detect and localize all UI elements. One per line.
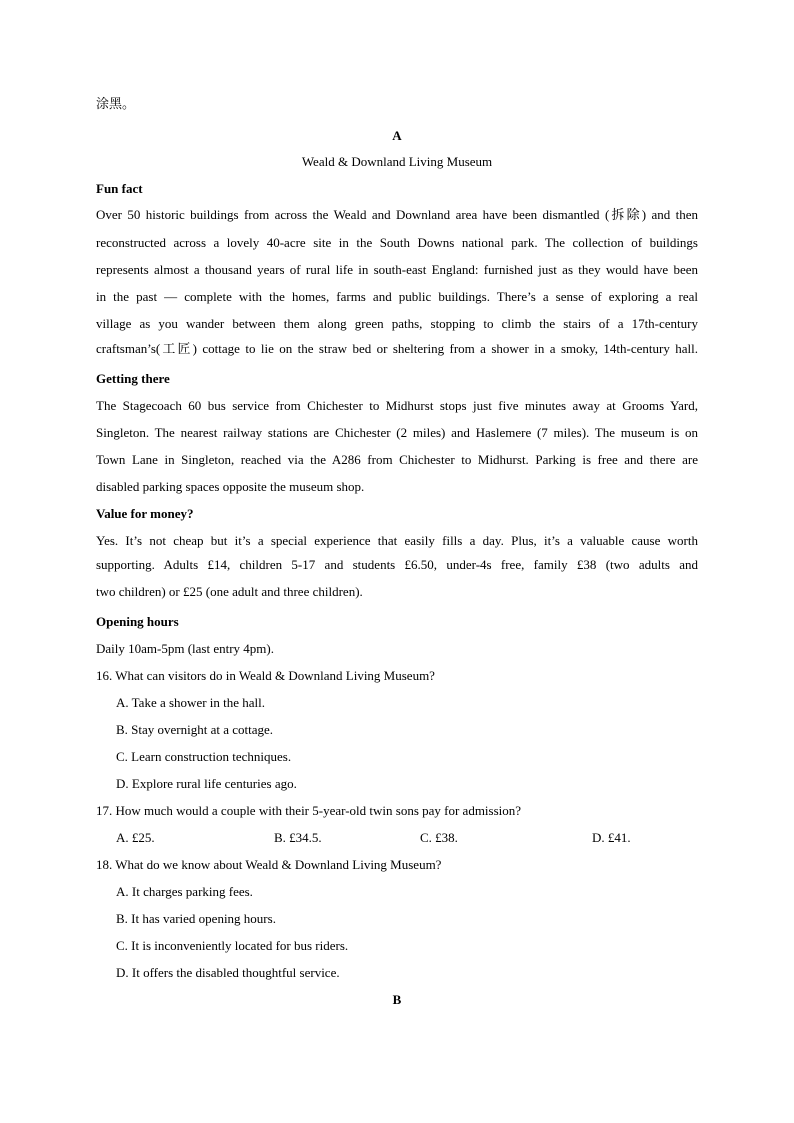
- question-17-stem: 17. How much would a couple with their 5-year-old twin sons pay for admission?: [96, 803, 522, 818]
- paragraph-line: craftsman’s(工匠) cottage to lie on the straw bed or sheltering from a shower in a smoky, 14th-century hall.: [96, 341, 698, 356]
- question-17-option-d: D. £41.: [592, 830, 631, 845]
- question-16-option-b: B. Stay overnight at a cottage.: [116, 722, 274, 737]
- question-18-option-b: B. It has varied opening hours.: [116, 911, 276, 926]
- paragraph-line: The Stagecoach 60 bus service from Chichester to Midhurst stops just five minutes away at Grooms Yard,: [96, 398, 698, 413]
- section-heading-value-for-money: Value for money?: [96, 506, 194, 521]
- question-17-option-a: A. £25.: [116, 830, 155, 845]
- section-heading-opening-hours: Opening hours: [96, 614, 179, 629]
- passage-a-letter: A: [392, 128, 402, 143]
- section-heading-getting-there: Getting there: [96, 371, 170, 386]
- paragraph-line: village as you wander between them along green paths, stopping to climb the stairs of a 17th-century: [96, 316, 698, 331]
- paragraph-line: reconstructed across a lovely 40-acre site in the South Downs national park. The collection of buildings: [96, 235, 698, 250]
- paragraph-line: Yes. It’s not cheap but it’s a special experience that easily fills a day. Plus, it’s a valuable cause worth: [96, 533, 698, 548]
- question-16-option-a: A. Take a shower in the hall.: [116, 695, 266, 710]
- question-17-option-c: C. £38.: [420, 830, 458, 845]
- question-18-option-c: C. It is inconveniently located for bus riders.: [116, 938, 349, 953]
- question-18-option-a: A. It charges parking fees.: [116, 884, 253, 899]
- paragraph-line: Daily 10am-5pm (last entry 4pm).: [96, 641, 274, 656]
- paragraph-line: two children) or £25 (one adult and three children).: [96, 584, 363, 599]
- paragraph-line: Singleton. The nearest railway stations are Chichester (2 miles) and Haslemere (7 miles). The museum is on: [96, 425, 698, 440]
- question-16-stem: 16. What can visitors do in Weald & Downland Living Museum?: [96, 668, 435, 683]
- paragraph-line: disabled parking spaces opposite the museum shop.: [96, 479, 365, 494]
- question-16-option-c: C. Learn construction techniques.: [116, 749, 292, 764]
- top-fragment: 涂黑。: [96, 96, 136, 111]
- passage-a-title: Weald & Downland Living Museum: [301, 154, 493, 169]
- paragraph-line: Town Lane in Singleton, reached via the A286 from Chichester to Midhurst. Parking is free and there are: [96, 452, 698, 467]
- question-16-option-d: D. Explore rural life centuries ago.: [116, 776, 297, 791]
- paragraph-line: supporting. Adults £14, children 5-17 and students £6.50, under-4s free, family £38 (two adults and: [96, 557, 698, 572]
- question-18-stem: 18. What do we know about Weald & Downland Living Museum?: [96, 857, 442, 872]
- paragraph-line: Over 50 historic buildings from across the Weald and Downland area have been dismantled (拆除) and then: [96, 207, 698, 222]
- question-17-option-b: B. £34.5.: [274, 830, 322, 845]
- paragraph-line: represents almost a thousand years of rural life in south-east England: furnished just as they would have been: [96, 262, 698, 277]
- section-heading-fun-fact: Fun fact: [96, 181, 143, 196]
- passage-b-letter: B: [392, 992, 402, 1007]
- question-18-option-d: D. It offers the disabled thoughtful service.: [116, 965, 340, 980]
- paragraph-line: in the past — complete with the homes, farms and public buildings. There’s a sense of exploring a real: [96, 289, 698, 304]
